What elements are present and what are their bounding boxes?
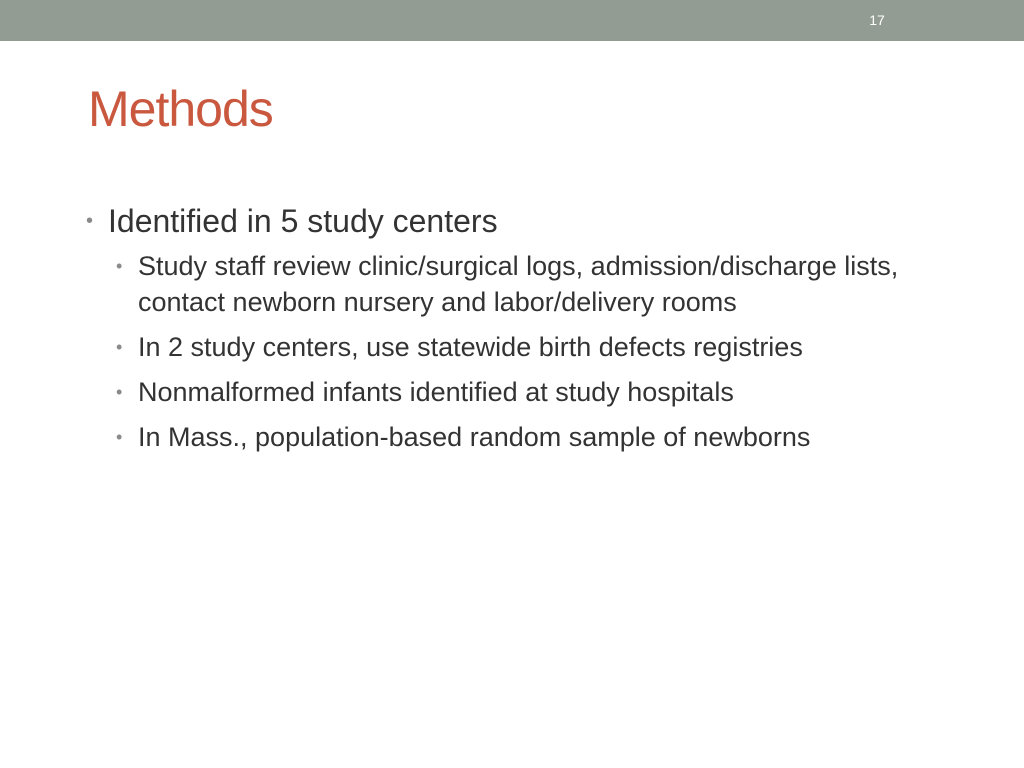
bullet-main xyxy=(86,198,946,244)
sub-bullet-text: In Mass., population-based random sample of newborns xyxy=(138,422,811,452)
sub-bullet-text: Nonmalformed infants identified at study hospitals xyxy=(138,377,734,407)
bullet-marker: • xyxy=(116,427,123,447)
sub-bullet-list xyxy=(86,248,946,455)
bullet-marker: • xyxy=(116,382,123,402)
bullet-marker: • xyxy=(116,337,123,357)
sub-bullet xyxy=(86,374,918,410)
sub-bullet-text: Study staff review clinic/surgical logs, admission/discharge lists, contact newborn nursery and labor/delivery rooms xyxy=(138,251,899,317)
sub-bullet xyxy=(86,419,918,455)
bullet-marker: • xyxy=(86,210,94,232)
sub-bullet xyxy=(86,248,918,320)
sub-bullet-text: In 2 study centers, use statewide birth defects registries xyxy=(138,332,803,362)
slide-content xyxy=(86,198,946,464)
header-bar xyxy=(0,0,1024,41)
bullet-main-text: Identified in 5 study centers xyxy=(108,203,498,239)
bullet-marker: • xyxy=(116,256,123,276)
slide-number: 17 xyxy=(869,12,885,28)
slide-title: Methods xyxy=(88,81,273,137)
sub-bullet xyxy=(86,329,918,365)
